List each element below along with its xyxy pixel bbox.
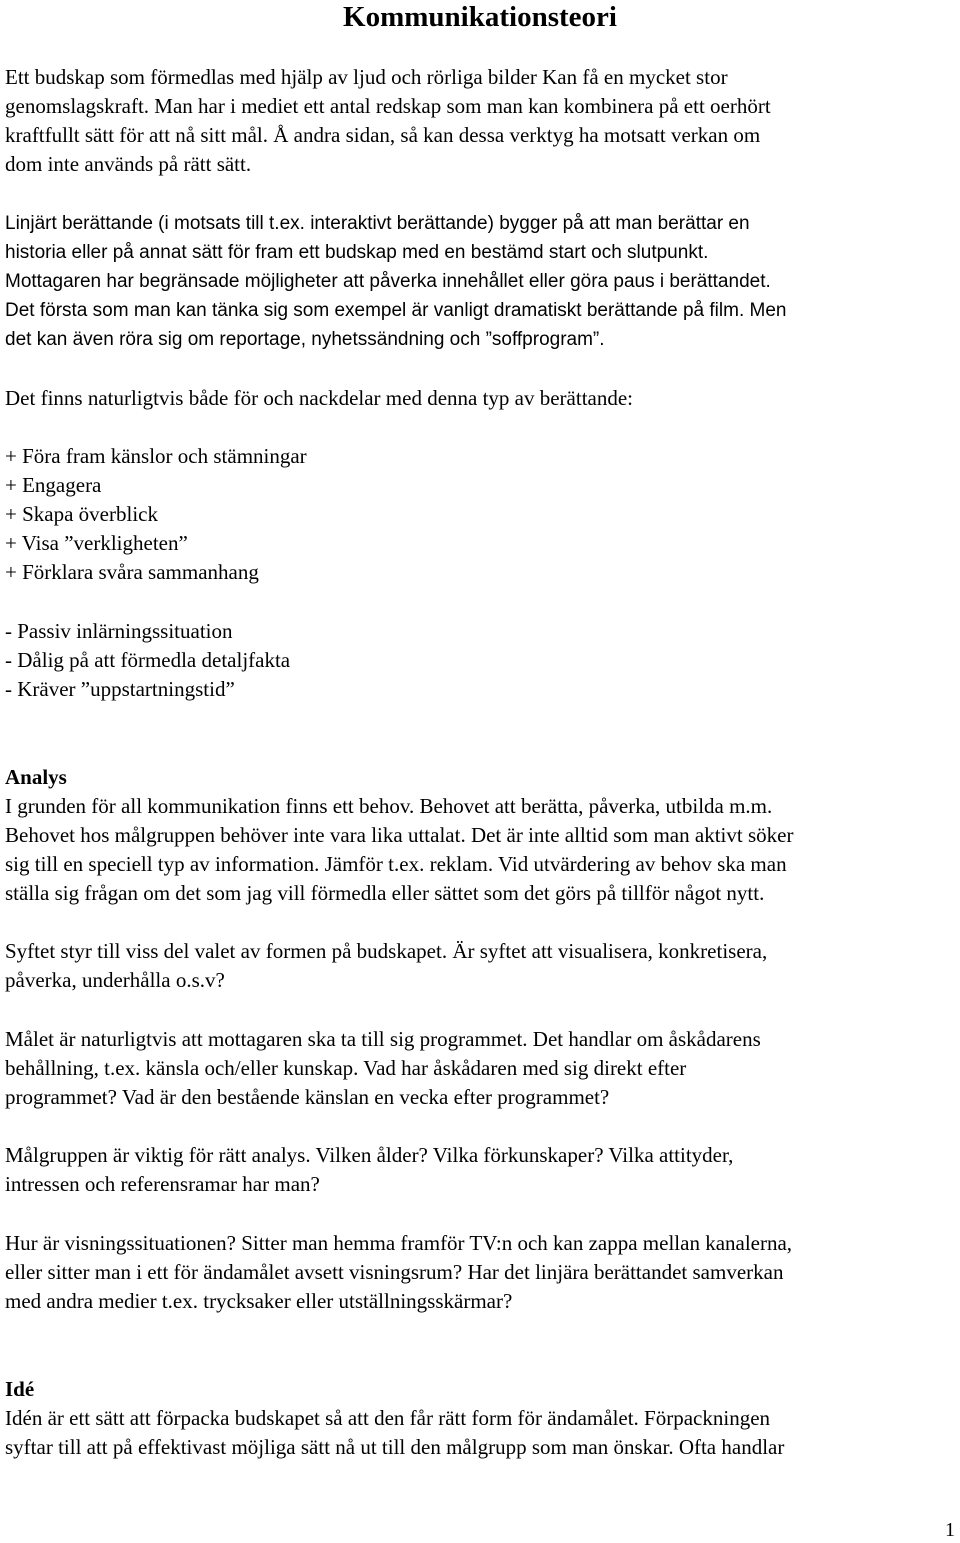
text-line: syftar till att på effektivast möjliga sätt nå ut till den målgrupp som man önskar. Ofta handlar (5, 1435, 785, 1459)
text-line: sig till en speciell typ av information. Jämför t.ex. reklam. Vid utvärdering av behov ska man (5, 852, 787, 876)
text-line: Det första som man kan tänka sig som exempel är vanligt dramatiskt berättande på film. Men (5, 300, 787, 321)
text-line: genomslagskraft. Man har i mediet ett antal redskap som man kan kombinera på ett oerhört (5, 94, 771, 118)
text-line: med andra medier t.ex. trycksaker eller utställningsskärmar? (5, 1289, 513, 1313)
text-line: dom inte används på rätt sätt. (5, 152, 252, 176)
text-line: Syftet styr till viss del valet av formen på budskapet. Är syftet att visualisera, konkretisera, (5, 939, 768, 963)
list-item: + Engagera (5, 473, 102, 497)
list-item: - Passiv inlärningssituation (5, 619, 233, 643)
text-line: det kan även röra sig om reportage, nyhetssändning och ”soffprogram”. (5, 329, 605, 350)
list-item: - Dålig på att förmedla detaljfakta (5, 648, 291, 672)
section-heading: Analys (5, 765, 67, 789)
text-line: Ett budskap som förmedlas med hjälp av ljud och rörliga bilder Kan få en mycket stor (5, 65, 728, 89)
text-line: Linjärt berättande (i motsats till t.ex. interaktivt berättande) bygger på att man berättar en (5, 213, 750, 234)
text-line: Målet är naturligtvis att mottagaren ska ta till sig programmet. Det handlar om åskådarens (5, 1027, 761, 1051)
text-line: ställa sig frågan om det som jag vill förmedla eller sättet som det görs på tillför något nytt. (5, 881, 765, 905)
text-line: Målgruppen är viktig för rätt analys. Vilken ålder? Vilka förkunskaper? Vilka attityder, (5, 1143, 734, 1167)
text-line: påverka, underhålla o.s.v? (5, 968, 225, 992)
text-line: Hur är visningssituationen? Sitter man hemma framför TV:n och kan zappa mellan kanalerna, (5, 1231, 793, 1255)
page-number: 1 (945, 1519, 955, 1541)
list-item: + Förklara svåra sammanhang (5, 560, 259, 584)
list-item: - Kräver ”uppstartningstid” (5, 677, 235, 701)
text-line: behållning, t.ex. känsla och/eller kunskap. Vad har åskådaren med sig direkt efter (5, 1056, 687, 1080)
section-heading: Idé (5, 1377, 35, 1401)
list-item: + Föra fram känslor och stämningar (5, 444, 307, 468)
list-item: + Skapa överblick (5, 502, 158, 526)
text-line: eller sitter man i ett för ändamålet avsett visningsrum? Har det linjära berättandet samverkan (5, 1260, 784, 1284)
proscons-intro: Det finns naturligtvis både för och nackdelar med denna typ av berättande: (5, 386, 634, 410)
text-line: historia eller på annat sätt för fram ett budskap med en bestämd start och slutpunkt. (5, 242, 709, 263)
text-line: Idén är ett sätt att förpacka budskapet så att den får rätt form för ändamålet. Förpackningen (5, 1406, 771, 1430)
text-line: programmet? Vad är den bestående känslan en vecka efter programmet? (5, 1085, 610, 1109)
page-title: Kommunikationsteori (343, 1, 617, 33)
list-item: + Visa ”verkligheten” (5, 531, 188, 555)
text-line: kraftfullt sätt för att nå sitt mål. Å andra sidan, så kan dessa verktyg ha motsatt verkan om (5, 123, 761, 147)
text-line: intressen och referensramar har man? (5, 1172, 320, 1196)
text-line: Mottagaren har begränsade möjligheter att påverka innehållet eller göra paus i berättandet. (5, 271, 771, 292)
text-line: Behovet hos målgruppen behöver inte vara lika uttalat. Det är inte alltid som man aktivt söker (5, 823, 794, 847)
text-line: I grunden för all kommunikation finns ett behov. Behovet att berätta, påverka, utbilda m.m. (5, 794, 773, 818)
